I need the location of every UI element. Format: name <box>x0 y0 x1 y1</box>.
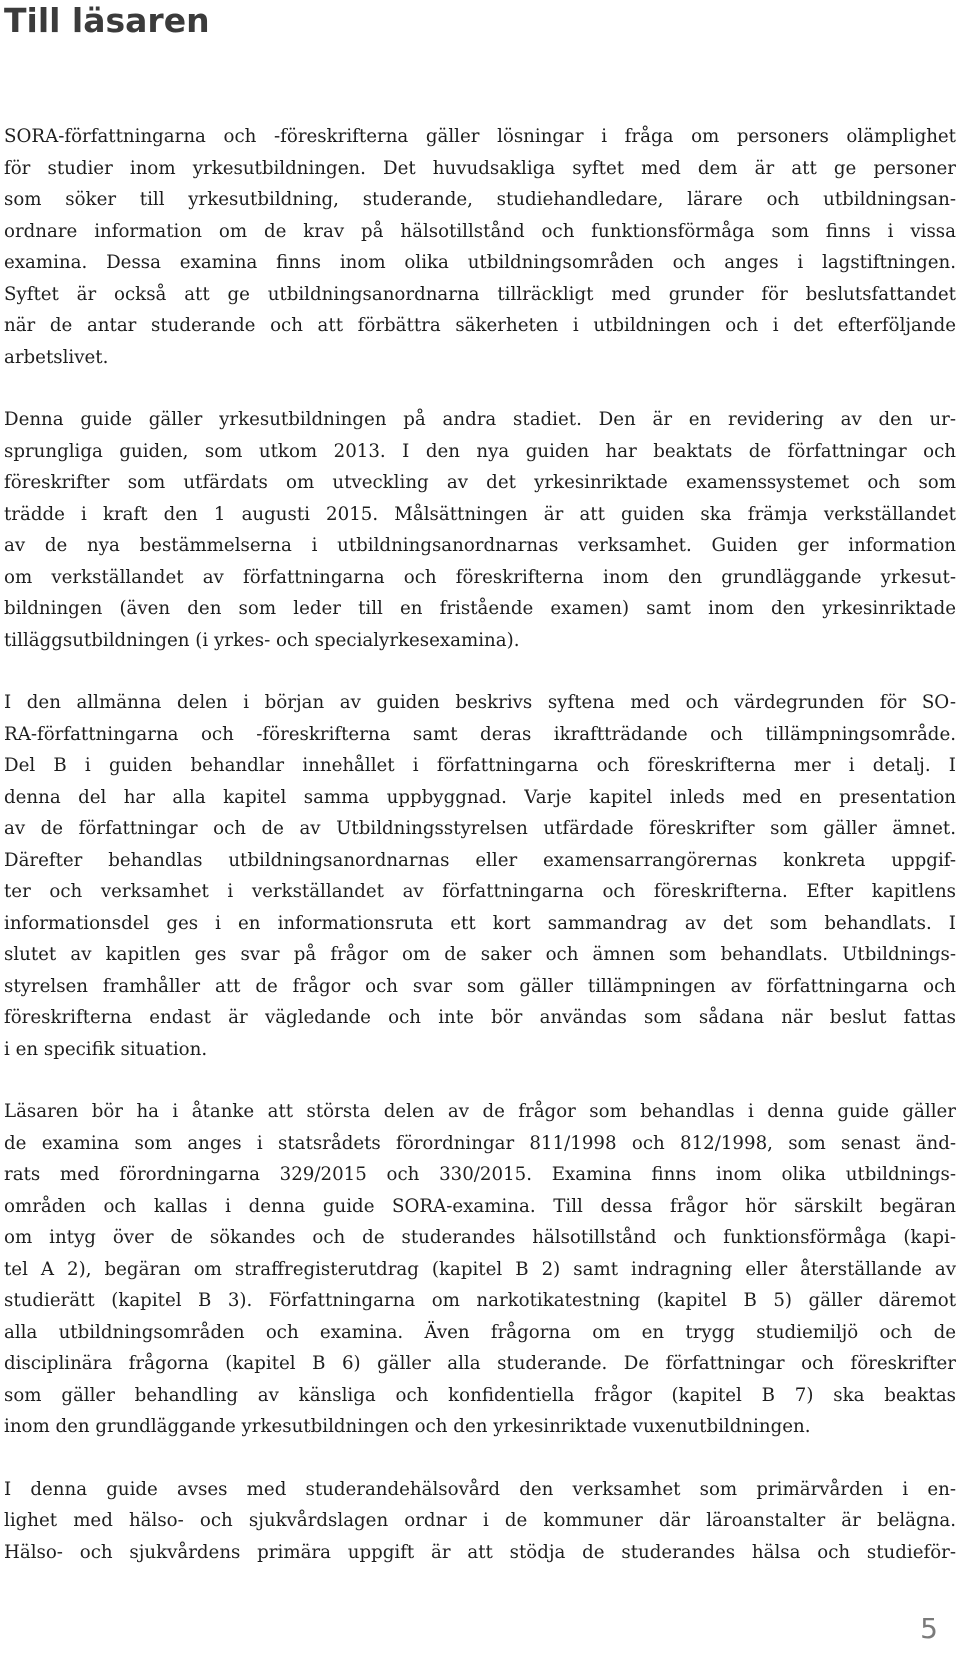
text-line: för studier inom yrkesutbildningen. Det huvudsakliga syftet med dem är att ge personer <box>4 157 956 179</box>
text-line: Hälso- och sjukvårdens primära uppgift är att stödja de studerandes hälsa och studieför- <box>4 1541 956 1563</box>
text-line: denna del har alla kapitel samma uppbyggnad. Varje kapitel inleds med en presentation <box>4 786 956 808</box>
paragraph <box>4 1474 956 1569</box>
text-line: disciplinära frågorna (kapitel B 6) gäller alla studerande. De författningar och föreskrifter <box>4 1353 956 1374</box>
text-line: I denna guide avses med studerandehälsovård den verksamhet som primärvården i en- <box>4 1478 956 1500</box>
text-line: som gäller behandling av känsliga och konfidentiella frågor (kapitel B 7) ska beaktas <box>4 1384 956 1406</box>
text-line: rats med förordningarna 329/2015 och 330/2015. Examina finns inom olika utbildnings- <box>4 1164 956 1185</box>
text-line: informationsdel ges i en informationsruta ett kort sammandrag av det som behandlats. I <box>4 912 956 934</box>
body-text <box>4 121 956 1599</box>
text-line: bildningen (även den som leder till en fristående examen) samt inom den yrkesinriktade <box>4 598 956 619</box>
paragraph <box>4 121 956 373</box>
text-line: slutet av kapitlen ges svar på frågor om de saker och ämnen som behandlats. Utbildnings- <box>4 944 956 965</box>
text-line: de examina som anges i statsrådets förordningar 811/1998 och 812/1998, som senast änd- <box>4 1132 956 1154</box>
text-line: om intyg över de sökandes och de studerandes hälsotillstånd och funktionsförmåga (kapi- <box>4 1227 956 1248</box>
text-line: studierätt (kapitel B 3). Författningarna om narkotikatestning (kapitel B 5) gäller däremot <box>4 1290 956 1311</box>
paragraph <box>4 404 956 656</box>
text-line: föreskrifter som utfärdats om utveckling av det yrkesinriktade examenssystemet och som <box>4 472 956 493</box>
text-line: tel A 2), begäran om straffregisterutdrag (kapitel B 2) samt indragning eller återställande av <box>4 1258 956 1280</box>
text-line: Syftet är också att ge utbildningsanordnarna tillräckligt med grunder för beslutsfattandet <box>4 283 956 305</box>
text-line: i en specifik situation. <box>4 1038 208 1060</box>
paragraph <box>4 687 956 1065</box>
text-line: examina. Dessa examina finns inom olika utbildningsområden och anges i lagstiftningen. <box>4 252 956 273</box>
text-line: styrelsen framhåller att de frågor och svar som gäller tillämpningen av författningarna och <box>4 975 956 997</box>
text-line: arbetslivet. <box>4 346 109 368</box>
text-line: som söker till yrkesutbildning, studerande, studiehandledare, lärare och utbildningsan- <box>4 189 956 210</box>
text-line: av de författningar och de av Utbildningsstyrelsen utfärdade föreskrifter som gäller ämnet. <box>4 818 956 839</box>
text-line: SORA-författningarna och -föreskrifterna gäller lösningar i fråga om personers olämplighet <box>4 126 956 147</box>
text-line: ter och verksamhet i verkställandet av författningarna och föreskrifterna. Efter kapitlens <box>4 881 956 902</box>
page-title: Till läsaren <box>4 1 210 40</box>
text-line: I den allmänna delen i början av guiden beskrivs syftena med och värdegrunden för SO- <box>4 692 956 713</box>
text-line: RA-författningarna och -föreskrifterna samt deras ikraftträdande och tillämpningsområde. <box>4 723 956 745</box>
text-line: föreskrifterna endast är vägledande och inte bör användas som sådana när beslut fattas <box>4 1007 956 1028</box>
paragraph <box>4 1096 956 1443</box>
text-line: när de antar studerande och att förbättra säkerheten i utbildningen och i det efterföljande <box>4 315 956 336</box>
text-line: områden och kallas i denna guide SORA-examina. Till dessa frågor hör särskilt begäran <box>4 1195 956 1217</box>
text-line: av de nya bestämmelserna i utbildningsanordnarnas verksamhet. Guiden ger information <box>4 535 956 556</box>
text-line: Del B i guiden behandlar innehållet i författningarna och föreskrifterna mer i detalj. I <box>4 755 956 776</box>
text-line: ordnare information om de krav på hälsotillstånd och funktionsförmåga som finns i vissa <box>4 220 956 242</box>
text-line: trädde i kraft den 1 augusti 2015. Målsättningen är att guiden ska främja verkställandet <box>4 503 956 525</box>
text-line: sprungliga guiden, som utkom 2013. I den nya guiden har beaktats de författningar och <box>4 440 956 462</box>
text-line: Därefter behandlas utbildningsanordnarnas eller examensarrangörernas konkreta uppgif- <box>4 849 956 871</box>
text-line: Läsaren bör ha i åtanke att största delen av de frågor som behandlas i denna guide gäller <box>4 1101 956 1122</box>
text-line: inom den grundläggande yrkesutbildningen och den yrkesinriktade vuxenutbildningen. <box>4 1416 811 1437</box>
text-line: alla utbildningsområden och examina. Även frågorna om en trygg studiemiljö och de <box>4 1321 956 1343</box>
page-number: 5 <box>920 1612 938 1645</box>
text-line: Denna guide gäller yrkesutbildningen på andra stadiet. Den är en revidering av den ur- <box>4 409 956 430</box>
text-line: lighet med hälso- och sjukvårdslagen ordnar i de kommuner där läroanstalter är belägna. <box>4 1510 956 1531</box>
text-line: om verkställandet av författningarna och föreskrifterna inom den grundläggande yrkesut- <box>4 566 956 588</box>
text-line: tilläggsutbildningen (i yrkes- och specialyrkesexamina). <box>4 629 520 651</box>
